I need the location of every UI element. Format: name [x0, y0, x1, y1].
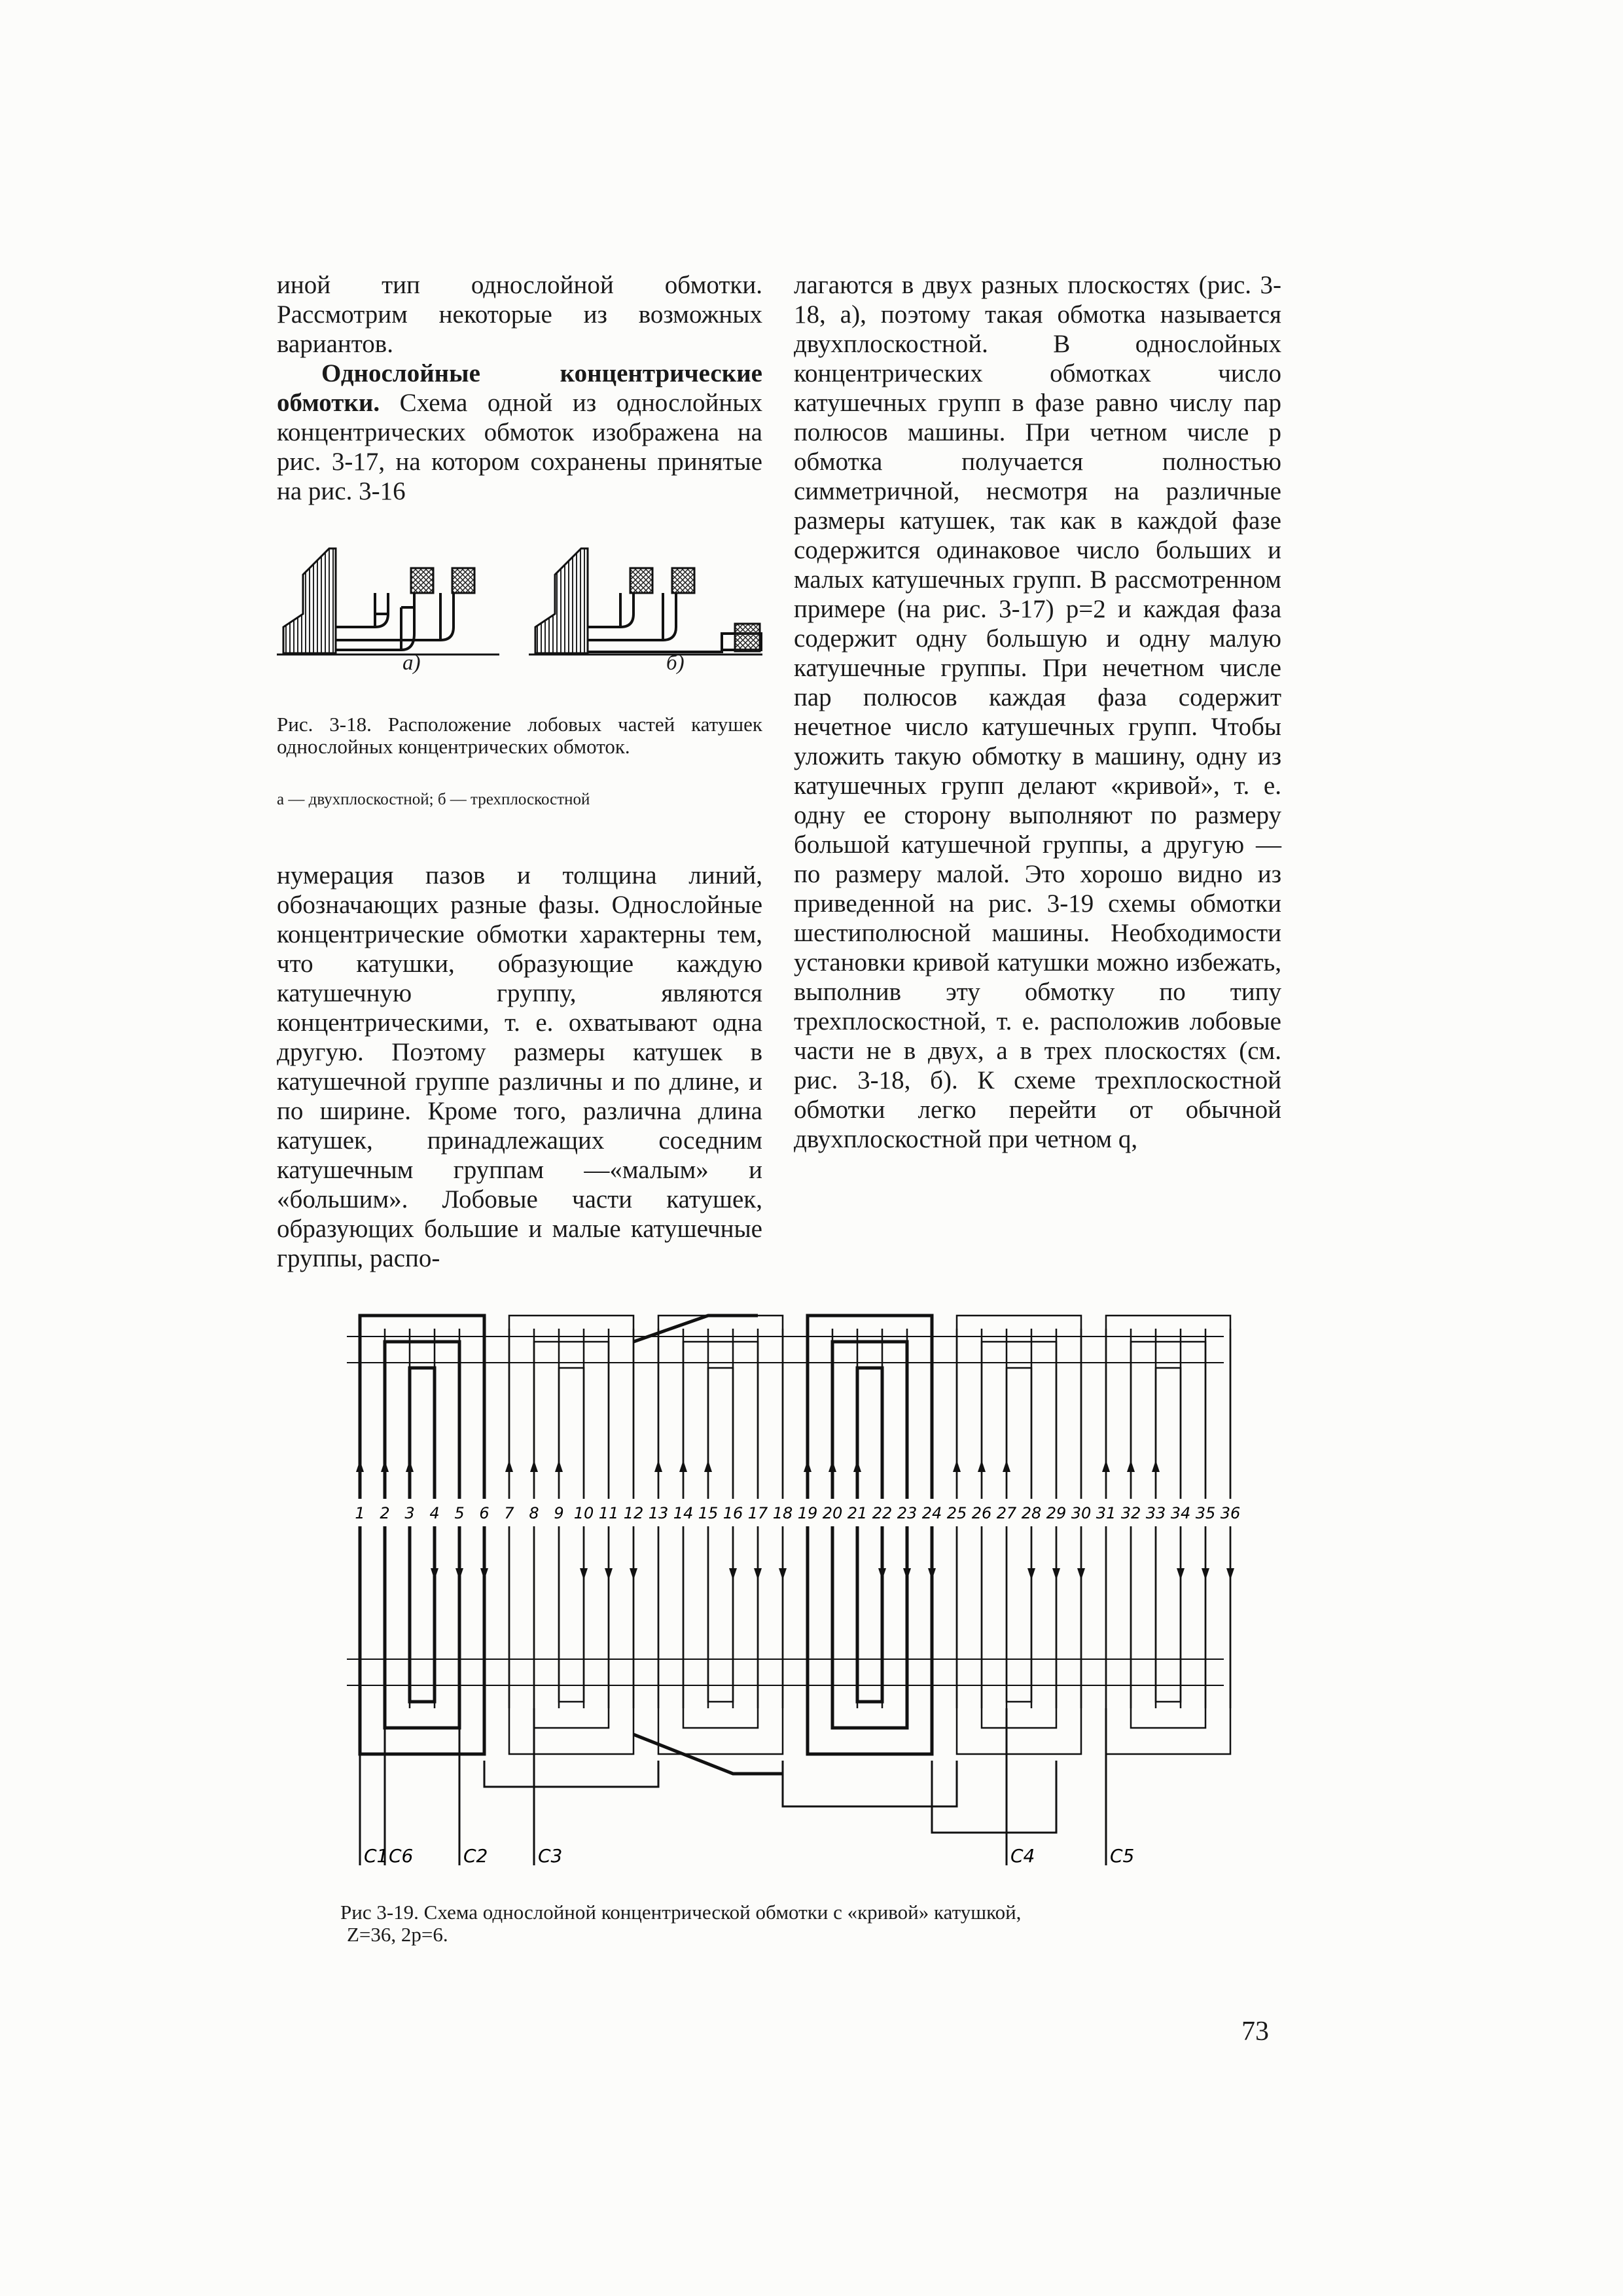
slot-number: 10 — [573, 1504, 594, 1522]
slot-number: 8 — [529, 1504, 539, 1522]
arrow-up-icon — [555, 1460, 563, 1472]
coil-connection — [683, 1342, 758, 1499]
arrow-up-icon — [654, 1460, 662, 1472]
slot-number: 17 — [747, 1504, 768, 1522]
slot-number: 14 — [673, 1504, 694, 1522]
arrow-up-icon — [704, 1460, 712, 1472]
slot-number: 35 — [1195, 1504, 1216, 1522]
slot-number: 2 — [380, 1504, 390, 1522]
figure-3-19 — [347, 1302, 1241, 1885]
slot-number: 15 — [698, 1504, 719, 1522]
coil-connection — [484, 1761, 658, 1787]
slot-number: 24 — [921, 1504, 942, 1522]
left-column-bottom — [277, 861, 762, 1273]
slot-number: 26 — [971, 1504, 992, 1522]
slot-number: 1 — [355, 1504, 365, 1522]
right-column — [794, 270, 1281, 1154]
slot-number: 12 — [623, 1504, 644, 1522]
slot-number: 5 — [454, 1504, 465, 1522]
fig19-caption — [340, 1901, 1243, 1946]
slot-number: 27 — [996, 1504, 1017, 1522]
slot-number: 16 — [722, 1504, 743, 1522]
coil-connection — [385, 1526, 459, 1728]
figure-3-18 — [277, 535, 762, 692]
fig19-caption-line1: Рис 3-19. Схема однослойной концентрической обмотки с «кривой» катушкой, — [340, 1901, 1022, 1924]
fig19-winding-lines — [347, 1316, 1234, 1865]
slot-number: 34 — [1170, 1504, 1191, 1522]
fig18-label-b: б) — [666, 651, 685, 675]
slot-number: 4 — [429, 1504, 440, 1522]
coil-connection — [808, 1526, 932, 1754]
coil-connection — [857, 1368, 882, 1499]
slot-number: 32 — [1120, 1504, 1141, 1522]
slot-number: 13 — [648, 1504, 669, 1522]
coil-connection — [360, 1526, 484, 1754]
arrow-up-icon — [1152, 1460, 1160, 1472]
slot-number: 9 — [554, 1504, 564, 1522]
arrow-up-icon — [356, 1460, 364, 1472]
coil-connection — [708, 1526, 733, 1702]
slot-number: 7 — [504, 1504, 514, 1522]
section-heading: Однослойные концентрические обмотки. — [277, 359, 762, 417]
slot-number: 21 — [847, 1504, 868, 1522]
coil-connection — [957, 1316, 1081, 1499]
slot-number: 36 — [1220, 1504, 1241, 1522]
coil-connection — [1131, 1526, 1205, 1728]
arrow-down-icon — [480, 1568, 488, 1580]
coil-connection — [658, 1316, 783, 1499]
paragraph: Схема одной из однослойных концентрических обмоток изображена на рис. 3-17, на котором сохранены принятые на рис. 3-16 — [277, 389, 762, 505]
fig18b-coil-3 — [735, 624, 760, 651]
fig18a-coil-2 — [452, 568, 474, 593]
arrow-up-icon — [953, 1460, 961, 1472]
arrow-up-icon — [530, 1460, 538, 1472]
slot-number: 28 — [1021, 1504, 1042, 1522]
coil-connection — [1106, 1316, 1230, 1499]
slot-number: 29 — [1046, 1504, 1067, 1522]
arrow-down-icon — [605, 1568, 613, 1580]
arrow-down-icon — [1202, 1568, 1209, 1580]
arrow-up-icon — [1102, 1460, 1110, 1472]
terminal-label: C1 — [364, 1845, 389, 1867]
left-column-top — [277, 270, 762, 506]
coil-connection — [410, 1526, 435, 1702]
terminal-label: C2 — [463, 1845, 488, 1867]
paragraph: нумерация пазов и толщина линий, обозначающих разные фазы. Однослойные концентрические обмотки характерны тем, что катушки, образующие каждую катушечную группу, являются концентрическими, т. е. охватывают одна другую. Поэтому размеры катушек в катушечной группе различны и по длине, и по ширине. Кроме того, различна длина катушек, принадлежащих соседним катушечным группам —«малым» и «большим». Лобовые части катушек, образующих большие и малые катушечные группы, распо- — [277, 861, 762, 1272]
coil-connection — [683, 1526, 758, 1728]
arrow-down-icon — [455, 1568, 463, 1580]
arrow-down-icon — [903, 1568, 911, 1580]
fig18-label-a: а) — [402, 651, 421, 675]
arrow-up-icon — [978, 1460, 986, 1472]
coil-connection — [1131, 1342, 1205, 1499]
slot-number: 3 — [404, 1504, 415, 1522]
arrow-up-icon — [679, 1460, 687, 1472]
terminal-label: C5 — [1110, 1845, 1135, 1867]
coil-connection — [1106, 1526, 1230, 1754]
fig18b-coil-1 — [630, 568, 652, 593]
slot-number: 22 — [872, 1504, 893, 1522]
coil-connection — [783, 1761, 957, 1806]
paragraph: лагаются в двух разных плоскостях (рис. 3-18, а), поэтому такая обмотка называется двухплоскостной. В однослойных концентрических обмотках число катушечных групп в фазе равно числу пар полюсов машины. При четном числе р обмотка получается полностью симметричной, несмотря на различные размеры катушек, так как в каждой фазе содержится одинаковое число больших и малых катушечных групп. В рассмотренном примере (на рис. 3-17) р=2 и каждая фаза содержит одну большую и одну малую катушечные группы. При нечетном числе пар полюсов каждая фаза содержит нечетное число катушечных групп. Чтобы уложить такую обмотку в машину, одну из катушечных групп делают «кривой», т. е. одну ее сторону выполняют по размеру большой катушечной группы, а другую — по размеру малой. Это хорошо видно из приведенной на рис. 3-19 схемы обмотки шестиполюсной машины. Необходимости установки кривой катушки можно избежать, выполнив эту обмотку по типу трехплоскостной, т. е. расположив лобовые части не в двух, а в трех плоскостях (см. рис. 3-18, б). К схеме трехплоскостной обмотки легко перейти от обычной двухплоскостной при четном q, — [794, 271, 1281, 1153]
arrow-down-icon — [431, 1568, 438, 1580]
arrow-up-icon — [381, 1460, 389, 1472]
arrow-up-icon — [406, 1460, 414, 1472]
arrow-up-icon — [804, 1460, 812, 1472]
coil-connection — [509, 1316, 633, 1499]
terminal-label: C3 — [538, 1845, 563, 1867]
paragraph-heading-block — [277, 359, 762, 506]
page-number: 73 — [1241, 2017, 1269, 2047]
coil-connection — [832, 1342, 907, 1499]
coil-connection — [658, 1526, 783, 1754]
paragraph: иной тип однослойной обмотки. Рассмотрим некоторые из возможных вариантов. — [277, 271, 762, 358]
coil-connection — [982, 1342, 1056, 1499]
coil-connection — [1156, 1368, 1181, 1499]
slot-number: 31 — [1096, 1504, 1116, 1522]
fig18-legend: а — двухплоскостной; б — трехплоскостной — [277, 791, 590, 808]
fig19-terminal-labels — [364, 1845, 1134, 1867]
arrow-down-icon — [729, 1568, 737, 1580]
coil-connection — [385, 1342, 459, 1499]
arrow-up-icon — [505, 1460, 513, 1472]
slot-number: 6 — [479, 1504, 490, 1522]
arrow-down-icon — [580, 1568, 588, 1580]
arrow-up-icon — [1127, 1460, 1135, 1472]
arrow-up-icon — [853, 1460, 861, 1472]
slot-number: 20 — [822, 1504, 843, 1522]
coil-connection — [832, 1526, 907, 1728]
coil-connection — [982, 1526, 1056, 1728]
arrow-down-icon — [754, 1568, 762, 1580]
coil-connection — [559, 1368, 584, 1499]
arrow-down-icon — [928, 1568, 936, 1580]
fig19-caption-line2: Z=36, 2р=6. — [347, 1923, 448, 1946]
slot-number: 25 — [946, 1504, 967, 1522]
slot-number: 23 — [897, 1504, 918, 1522]
fig18b-coil-2 — [672, 568, 694, 593]
coil-connection — [1007, 1368, 1031, 1499]
arrow-down-icon — [1027, 1568, 1035, 1580]
fig18b-stator-core — [529, 548, 762, 655]
coil-connection — [559, 1526, 584, 1702]
slot-number: 19 — [797, 1504, 818, 1522]
coil-connection — [534, 1526, 609, 1728]
arrow-down-icon — [779, 1568, 787, 1580]
coil-connection — [410, 1368, 435, 1499]
arrow-down-icon — [1177, 1568, 1185, 1580]
arrow-up-icon — [829, 1460, 836, 1472]
slot-number: 18 — [772, 1504, 793, 1522]
fig18-caption: Рис. 3-18. Расположение лобовых частей катушек однослойных концентрических обмоток. — [277, 713, 762, 758]
coil-connection — [857, 1526, 882, 1702]
coil-connection — [1007, 1526, 1031, 1702]
arrow-up-icon — [1003, 1460, 1010, 1472]
coil-connection — [932, 1761, 1056, 1833]
arrow-down-icon — [878, 1568, 886, 1580]
slot-number: 33 — [1145, 1504, 1166, 1522]
fig18a-end-windings — [336, 593, 454, 650]
slot-number: 11 — [598, 1504, 619, 1522]
fig18a-coil-1 — [411, 568, 433, 593]
coil-connection — [708, 1368, 733, 1499]
arrow-down-icon — [1226, 1568, 1234, 1580]
coil-connection — [957, 1526, 1081, 1754]
coil-connection — [509, 1526, 633, 1754]
slot-number: 30 — [1071, 1504, 1092, 1522]
terminal-label: C4 — [1010, 1845, 1035, 1867]
fig19-slot-numbers — [355, 1504, 1240, 1522]
terminal-label: C6 — [389, 1845, 414, 1867]
arrow-down-icon — [630, 1568, 637, 1580]
coil-connection — [534, 1342, 609, 1499]
arrow-down-icon — [1077, 1568, 1085, 1580]
arrow-down-icon — [1052, 1568, 1060, 1580]
coil-connection — [633, 1316, 758, 1342]
coil-connection — [1156, 1526, 1181, 1702]
